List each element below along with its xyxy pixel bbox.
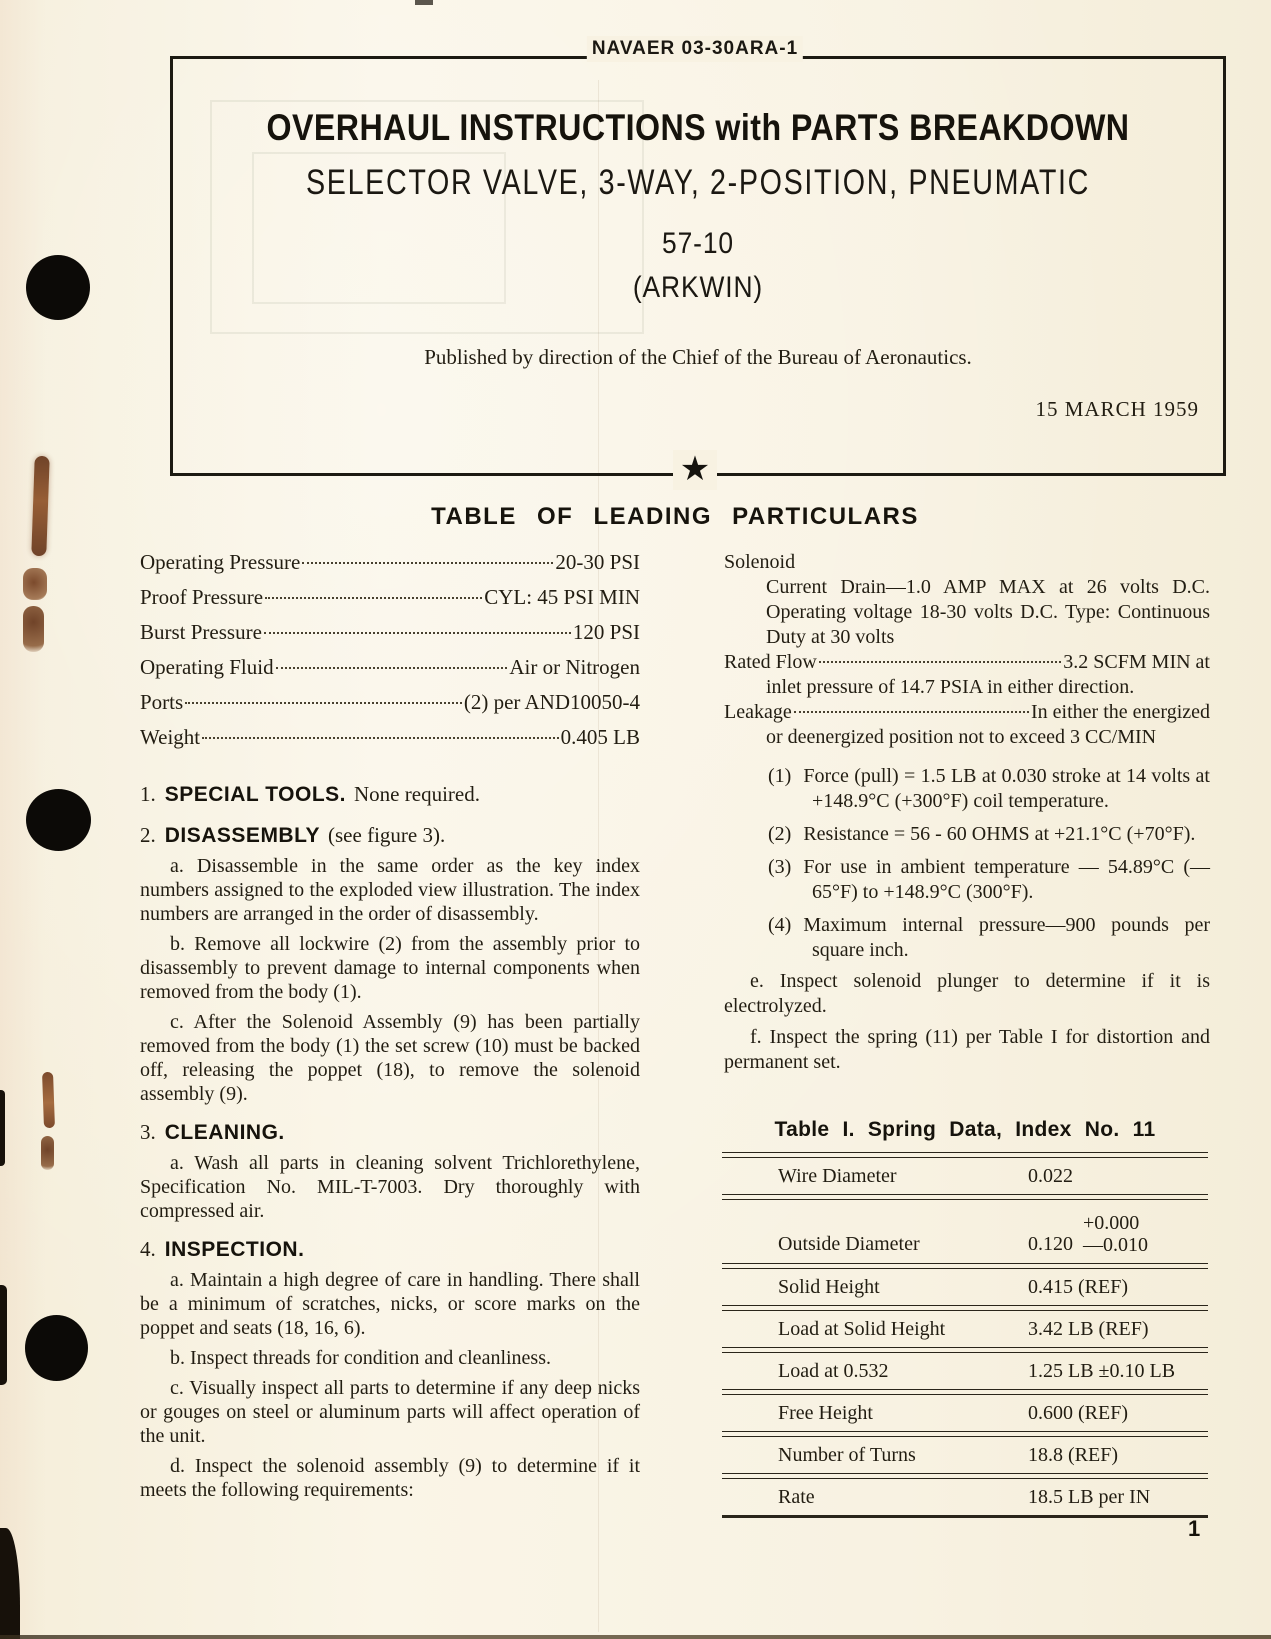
- issue-date: 15 MARCH 1959: [1035, 397, 1199, 421]
- tolerance-stack: [1083, 1212, 1148, 1256]
- requirement-marker: (1): [768, 765, 792, 787]
- particular-label: Proof Pressure: [140, 585, 264, 609]
- paragraph: c. Visually inspect all parts to determine if any deep nicks or gouges on steel or aluminum parts will affect operation of the unit.: [140, 1377, 640, 1447]
- table-value: 0.415 (REF): [1028, 1275, 1128, 1298]
- particular-row: [140, 690, 640, 725]
- requirements-list: [724, 764, 1210, 963]
- dot-leader: [819, 661, 1062, 663]
- scan-edge-artifact: [0, 1285, 7, 1385]
- paragraph: b. Inspect threads for condition and cleanliness.: [170, 1347, 551, 1369]
- table-value: 0.022: [1028, 1164, 1073, 1187]
- paragraph: c. After the Solenoid Assembly (9) has been partially removed from the body (1) the set screw (10) must be backed off, releasing the poppet (18), to remove the solenoid assembly (9).: [140, 1011, 640, 1105]
- rust-stain: [23, 568, 47, 600]
- table-row: [722, 1479, 1208, 1515]
- table-label: Load at Solid Height: [778, 1317, 946, 1340]
- page-number: 1: [1188, 1516, 1201, 1541]
- dot-leader: [264, 632, 571, 634]
- table-value: [1028, 1212, 1148, 1256]
- paragraph: a. Disassemble in the same order as the key index numbers assigned to the exploded view illustration. The index numbers are arranged in the order of disassembly.: [140, 855, 640, 925]
- table-label: Wire Diameter: [778, 1164, 897, 1187]
- scan-edge-artifact: [0, 1635, 1271, 1639]
- spring-data-table: [722, 1118, 1208, 1518]
- continuation-line: or deenergized position not to exceed 3 CC/MIN: [766, 726, 1157, 748]
- particular-label: Weight: [140, 725, 201, 749]
- particular-label: Operating Fluid: [140, 655, 274, 679]
- requirement-item: [768, 855, 1210, 905]
- section-heading: [140, 1237, 640, 1262]
- table-label: Rate: [778, 1485, 815, 1508]
- dot-leader: [265, 597, 482, 599]
- particular-value: 120 PSI: [572, 620, 640, 644]
- table-row: [722, 1353, 1208, 1389]
- table-rule: [722, 1515, 1208, 1518]
- rated-flow-row: [724, 650, 1210, 675]
- manufacturer-name: (ARKWIN): [632, 271, 764, 304]
- table-label: Free Height: [778, 1401, 873, 1424]
- particular-label: Burst Pressure: [140, 620, 262, 644]
- table-label: Number of Turns: [778, 1443, 916, 1466]
- solenoid-label: Solenoid: [724, 551, 796, 573]
- section-inline-text: (see figure 3).: [328, 823, 446, 847]
- model-number: 57-10: [662, 227, 734, 260]
- rust-stain: [42, 1072, 55, 1128]
- requirement-text: Maximum internal pressure—900 pounds per square inch.: [803, 914, 1210, 961]
- section-number: 2.: [140, 823, 156, 847]
- tolerance-minus: —0.010: [1083, 1234, 1148, 1256]
- requirement-item: [768, 764, 1210, 814]
- particular-label: Operating Pressure: [140, 550, 301, 574]
- table-row: [722, 1395, 1208, 1431]
- section-title: SPECIAL TOOLS.: [164, 783, 347, 806]
- section-number: 3.: [140, 1120, 156, 1144]
- rust-stain: [23, 606, 44, 652]
- section-number: 1.: [140, 782, 156, 806]
- particular-value: Air or Nitrogen: [509, 655, 640, 679]
- particular-row: [140, 725, 640, 760]
- leakage-row: [724, 700, 1210, 725]
- table-label: Solid Height: [778, 1275, 880, 1298]
- table-value: 1.25 LB ±0.10 LB: [1028, 1359, 1176, 1382]
- dot-leader: [302, 562, 553, 564]
- particular-label: Rated Flow: [724, 651, 817, 673]
- section-heading: [140, 1120, 640, 1145]
- requirement-item: [768, 822, 1210, 847]
- rust-stain: [31, 456, 49, 556]
- dot-leader: [276, 667, 508, 669]
- table-value: 0.600 (REF): [1028, 1401, 1128, 1424]
- particulars-list: [140, 550, 640, 760]
- doc-title: OVERHAUL INSTRUCTIONS with PARTS BREAKDOWN: [266, 107, 1130, 148]
- section-title: CLEANING.: [164, 1121, 285, 1144]
- paragraph: a. Wash all parts in cleaning solvent Trichlorethylene, Specification No. MIL-T-7003. Dry thoroughly with compressed air.: [140, 1152, 640, 1222]
- table-value: 18.8 (REF): [1028, 1443, 1118, 1466]
- requirement-text: Force (pull) = 1.5 LB at 0.030 stroke at 14 volts at +148.9°C (+300°F) coil temperature.: [803, 765, 1210, 812]
- requirement-marker: (2): [768, 823, 792, 845]
- requirement-item: [768, 913, 1210, 963]
- doc-subtitle: SELECTOR VALVE, 3-WAY, 2-POSITION, PNEUMATIC: [306, 163, 1090, 202]
- paragraph: a. Maintain a high degree of care in handling. There shall be a minimum of scratches, nicks, or score marks on the poppet and seats (18, 16, 6).: [140, 1269, 640, 1339]
- particular-row: [140, 620, 640, 655]
- table-row: [722, 1158, 1208, 1194]
- particular-label: Ports: [140, 690, 184, 714]
- scan-edge-artifact: [0, 1528, 20, 1639]
- particular-value: 3.2 SCFM MIN at: [1063, 651, 1210, 673]
- post-requirement-paragraph: e. Inspect solenoid plunger to determine if it is electrolyzed.: [724, 970, 1210, 1017]
- requirement-marker: (3): [768, 856, 792, 878]
- star-icon: ★: [673, 450, 717, 490]
- solenoid-detail: Current Drain—1.0 AMP MAX at 26 volts D.C. Operating voltage 18-30 volts D.C. Type: Continuous Duty at 30 volts: [766, 576, 1210, 648]
- dot-leader: [185, 702, 462, 704]
- rust-stain: [41, 1136, 54, 1170]
- table-value: 3.42 LB (REF): [1028, 1317, 1149, 1340]
- punch-hole-icon: [26, 789, 91, 851]
- particular-value: (2) per AND10050-4: [463, 690, 640, 714]
- dot-leader: [794, 711, 1029, 713]
- post-requirement-paragraph: f. Inspect the spring (11) per Table I for distortion and permanent set.: [724, 1026, 1210, 1073]
- particular-row: [140, 550, 640, 585]
- particulars-heading: TABLE OF LEADING PARTICULARS: [431, 503, 919, 530]
- particular-value: 0.405 LB: [560, 725, 640, 749]
- section-title: INSPECTION.: [164, 1238, 305, 1261]
- left-column: [140, 550, 640, 1502]
- section-number: 4.: [140, 1237, 156, 1261]
- section-heading: [140, 823, 640, 848]
- dot-leader: [202, 737, 559, 739]
- published-by-line: Published by direction of the Chief of the Bureau of Aeronautics.: [424, 345, 972, 369]
- table-label: Outside Diameter: [778, 1233, 920, 1255]
- scan-edge-artifact: [0, 1090, 5, 1166]
- particular-row: [140, 655, 640, 690]
- punch-hole-icon: [26, 255, 90, 320]
- table-row: [722, 1311, 1208, 1347]
- requirement-marker: (4): [768, 914, 792, 936]
- table-row: [722, 1200, 1208, 1263]
- title-box: [170, 56, 1226, 476]
- requirement-text: Resistance = 56 - 60 OHMS at +21.1°C (+70°F).: [803, 823, 1196, 845]
- particular-row: [140, 585, 640, 620]
- continuation-line: inlet pressure of 14.7 PSIA in either direction.: [766, 676, 1135, 698]
- particular-label: Leakage: [724, 701, 792, 723]
- paragraph: b. Remove all lockwire (2) from the assembly prior to disassembly to prevent damage to internal components when removed from the body (1).: [140, 933, 640, 1003]
- tolerance-plus: +0.000: [1083, 1212, 1140, 1234]
- doc-code-header: NAVAER 03-30ARA-1: [587, 36, 803, 62]
- particular-value: In either the energized: [1031, 701, 1210, 723]
- requirement-text: For use in ambient temperature — 54.89°C (—65°F) to +148.9°C (300°F).: [803, 856, 1210, 903]
- section-heading: [140, 782, 640, 807]
- table-label: Load at 0.532: [778, 1359, 889, 1382]
- section-inline-text: None required.: [354, 782, 480, 806]
- table-title: Table I. Spring Data, Index No. 11: [774, 1118, 1156, 1141]
- table-value: 18.5 LB per IN: [1028, 1485, 1151, 1508]
- scan-edge-artifact: [415, 0, 433, 5]
- particular-value: 20-30 PSI: [555, 550, 640, 574]
- paragraph: d. Inspect the solenoid assembly (9) to determine if it meets the following requirements:: [140, 1455, 640, 1501]
- table-row: [722, 1269, 1208, 1305]
- table-row: [722, 1437, 1208, 1473]
- punch-hole-icon: [25, 1315, 88, 1381]
- nominal-value: 0.120: [1028, 1233, 1073, 1255]
- particular-value: CYL: 45 PSI MIN: [484, 585, 640, 609]
- section-title: DISASSEMBLY: [164, 824, 321, 847]
